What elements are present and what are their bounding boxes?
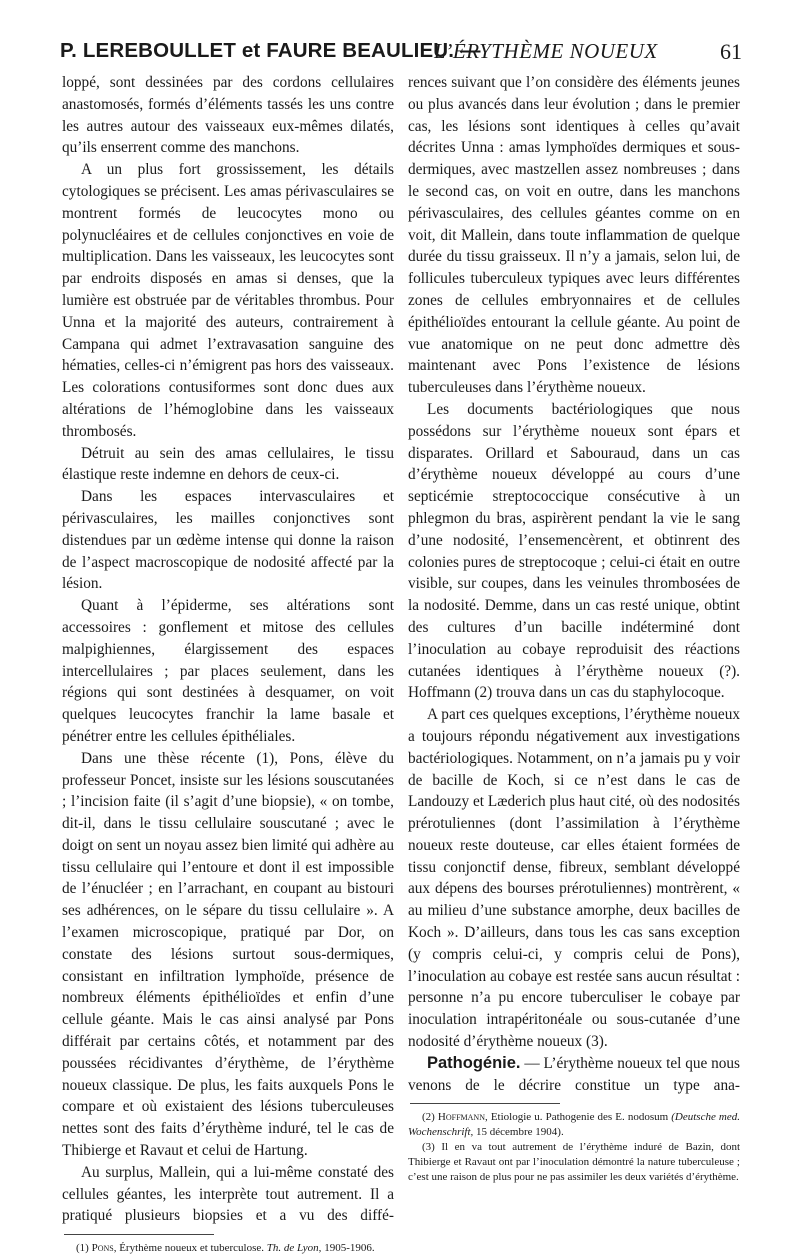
section-pathogenie: Pathogénie. — L’érythème noueux tel que nous venons de le décrire constitue un type ana- — [408, 1053, 741, 1094]
paragraph: Les documents bactériologiques que nous possédons sur l’érythème noueux sont épars et disparates. Orillard et Sabouraud, dans un cas d’érythème noueux développé au cours d’une septicémie streptococcique consécutive à un phlegmon du bras, aspirèrent pendant la vie le sang d’une nodosité, l’ensemencèrent, et obtinrent des colonies pures de streptocoque ; celui-ci était en outre visible, sur coupes, dans les veinules thrombosées de la nodosité. Demme, dans un cas resté unique, obtint des cultures d’un bacille indéterminé dont l’inoculation au cobaye reproduisit des réactions cutanées identiques à l’érythème noueux (?). Hoffmann (2) trouva dans un cas du staphylocoque. — [408, 400, 740, 702]
footnote-1: (1) Pons, Érythème noueux et tuberculose. Th. de Lyon, 1905-1906. — [76, 1242, 375, 1255]
footnote-2: (2) Hoffmann, Etiologie u. Pathogenie des E. nodosum (Deutsche med. Wochenschrift, 15 décembre 1904). — [408, 1111, 740, 1139]
left-column — [62, 72, 394, 1256]
paragraph: A un plus fort grossissement, les détails cytologiques se précisent. Les amas périvasculaires se montrent formés de leucocytes mono ou polynucléaires et de cellules conjonctives en voie de multiplication. Dans les vaisseaux, les leucocytes sont par endroits disposés en amas si denses, que la lumière est obstruée par de véritables thrombus. Pour Unna et la majorité des auteurs, contrairement à Campana qui admet l’extravasation sanguine des hématies, celles-ci n’émigrent pas hors des vaisseaux. Les colorations contusiformes sont donc dues aux altérations de l’hémoglobine dans les vaisseaux thrombosés. — [62, 161, 394, 440]
paragraph: A part ces quelques exceptions, l’érythème noueux a toujours répondu négativement aux investigations bactériologiques. Notamment, on n’a jamais pu y voir de bacille de Koch, si ce n’est dans le cas de Landouzy et Læderich plus haut cité, où des nodosités prérotuliennes (dont l’assimilation à l’érythème noueux reste douteuse, car elles étaient formées de tissu conjonctif dense, fibreux, semblant développé aux dépens des bourses prérotuliennes) montrèrent, « au milieu d’une substance amorphe, deux bacilles de Koch ». D’ailleurs, dans tous les cas sans exception (y compris celui-ci, y compris celui de Pons), l’inoculation au cobaye est restée sans aucun résultat : personne n’a pu encore tuberculiser le cobaye par inoculation intrapéritonéale ou sous-cutanée d’une nodosité d’érythème noueux (3). — [408, 706, 740, 1051]
paragraph: rences suivant que l’on considère des éléments jeunes ou plus avancés dans leur évolution ; dans le premier cas, les lésions sont identiques à celles qu’avait décrites Unna : amas lymphoïdes dermiques et sous-dermiques, avec mastzellen assez nombreuses ; dans le second cas, on voit en outre, dans les manchons périvasculaires, des cellules géantes comme on en voit, dit Mallein, dans toute inflammation de quelque durée du tissu graisseux. Il n’y a jamais, selon lui, de follicules tuberculeux typiques avec leurs différentes zones de cellules embryonnaires et de cellules épithélioïdes entourant la cellule géante. Au point de vue anatomique on ne peut donc admettre dès maintenant avec Pons l’existence de lésions tuberculeuses dans l’érythème noueux. — [408, 74, 740, 397]
footnote-3: (3) Il en va tout autrement de l’érythème induré de Bazin, dont Thibierge et Ravaut ont par l’inoculation démontré la nature tuberculeuse ; c’est une raison de plus pour ne pas assimiler les deux variétés d’érythème. — [408, 1141, 741, 1184]
header-authors: P. LEREBOULLET et FAURE BEAULIEU. — — [60, 39, 481, 62]
paragraph: loppé, sont dessinées par des cordons cellulaires anastomosés, formés d’éléments tassés les uns contre les autres autour des vaisseaux eux-mêmes dilatés, qu’ils enserrent comme des manchons. — [62, 74, 394, 157]
footnote-divider — [64, 1234, 214, 1235]
right-column — [408, 72, 740, 1185]
paragraph: Dans une thèse récente (1), Pons, élève du professeur Poncet, insiste sur les lésions souscutanées ; l’incision faite (il s’agit d’une biopsie), « on tombe, dit-il, dans le tissu cellulaire souscutané ; avec le doigt on sent un noyau assez bien limité qui adhère au tissu cellulaire qui l’entoure et dont il est impossible de l’énucléer ; en l’arrachant, en coupant au bistouri ses adhérences, on le sépare du tissu cellulaire ». A l’examen microscopique, pratiqué par Dor, on constate des lésions surtout sous-dermiques, consistant en infiltration lymphoïde, présence de nombreux éléments épithélioïdes et enfin d’une cellule géante. Mais le cas ainsi analysé par Pons différait par certains côtés, et notamment par des poussées récidivantes d’érythème, de l’érythème noueux classique. De plus, les faits auxquels Pons le compare et où existaient des lésions tuberculeuses nettes sont des faits d’érythème induré, tel le cas de Thibierge et Ravaut et celui de Hartung. — [62, 749, 394, 1160]
paragraph: Détruit au sein des amas cellulaires, le tissu élastique reste indemne en dehors de ceux-ci. — [62, 444, 394, 484]
paragraph: Dans les espaces intervasculaires et périvasculaires, les mailles conjonctives sont distendues par un œdème intense qui donne la raison de l’aspect macroscopique de nodosité affecté par la lésion. — [62, 488, 394, 593]
paragraph: Quant à l’épiderme, ses altérations sont accessoires : gonflement et mitose des cellules malpighiennes, élargissement des espaces intercellulaires ; par places seulement, dans les régions qui sont destinées à desquamer, on voit quelques leucocytes franchir la lame basale et pénétrer entre les cellules épithéliales. — [62, 597, 394, 745]
section-heading: Pathogénie. — [427, 1053, 521, 1072]
running-header — [60, 39, 742, 69]
footnote-divider — [410, 1103, 560, 1104]
paragraph: Au surplus, Mallein, qui a lui-même constaté des cellules géantes, les interprète tout autrement. Il a pratiqué plusieurs biopsies et a vu des diffé- — [62, 1163, 394, 1225]
page-number: 61 — [720, 39, 742, 64]
header-title: L’ÉRYTHÈME NOUEUX — [434, 39, 658, 63]
